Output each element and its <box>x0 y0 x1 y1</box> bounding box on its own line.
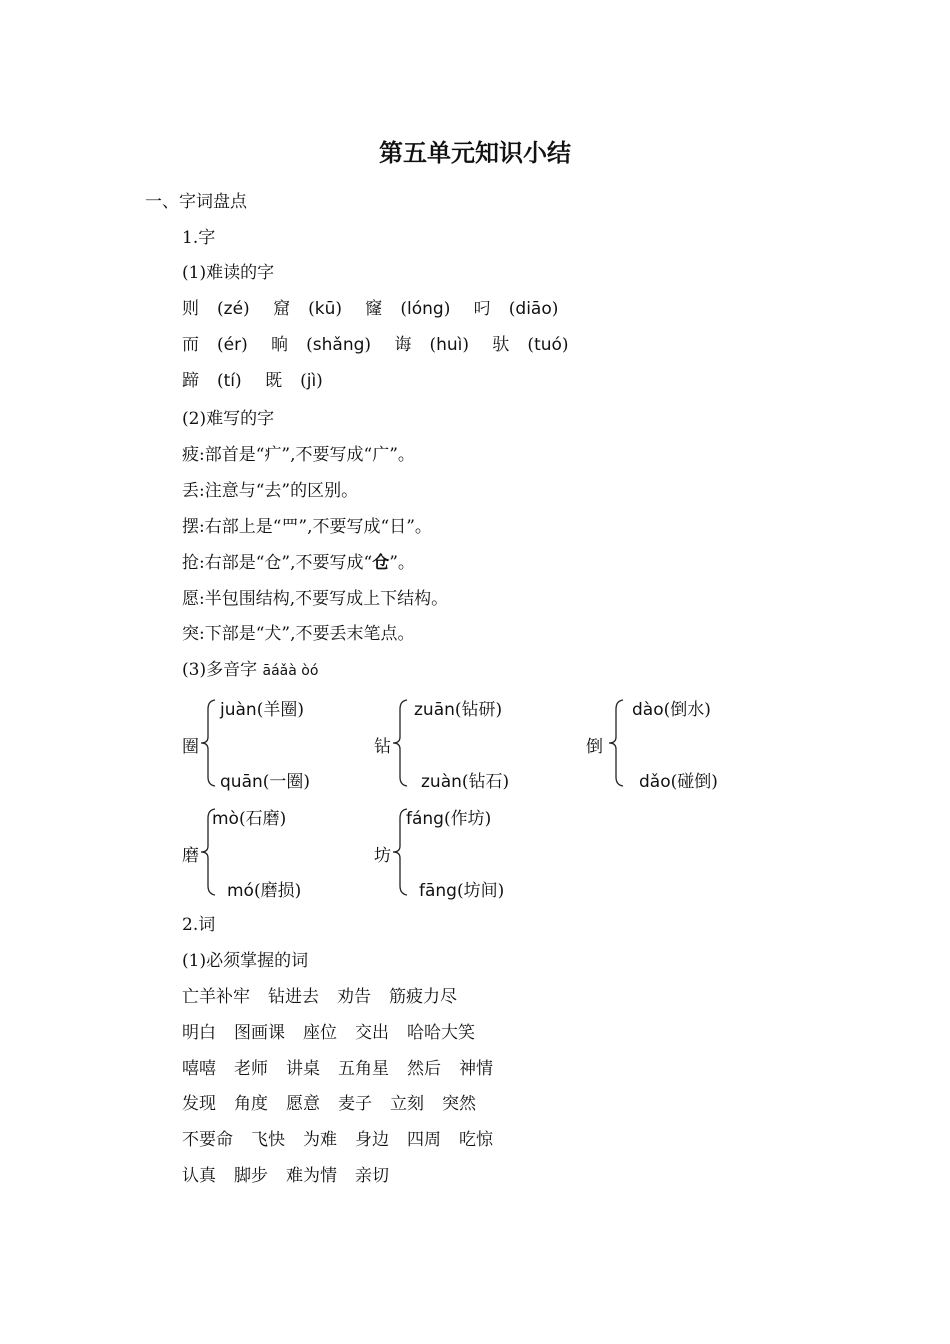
word: 立刻 <box>390 1094 424 1114</box>
word: 钻进去 <box>268 987 319 1007</box>
word: 座位 <box>303 1023 337 1043</box>
word: 不要命 <box>182 1130 233 1150</box>
word: 然后 <box>407 1059 441 1079</box>
polyphone-char: 坊 <box>374 846 391 866</box>
subheading-hard-to-read: (1)难读的字 <box>182 263 275 283</box>
polyphone-group <box>374 804 574 899</box>
subheading-characters: 1.字 <box>182 228 216 248</box>
char-pinyin-item: 既 (jì) <box>265 371 323 391</box>
word: 亡羊补牢 <box>182 987 250 1007</box>
hard-write-note: 丢:注意与“去”的区别。 <box>182 481 359 501</box>
word: 愿意 <box>286 1094 320 1114</box>
word: 图画课 <box>234 1023 285 1043</box>
word-row <box>182 1022 475 1044</box>
word: 神情 <box>459 1059 493 1079</box>
reading-top: mò(石磨) <box>212 809 287 829</box>
hard-write-note: 摆:右部上是“罒”,不要写成“日”。 <box>182 517 432 537</box>
word-row <box>182 1165 389 1187</box>
word: 亲切 <box>355 1166 389 1186</box>
char-pinyin-item: 晌 (shǎng) <box>271 335 372 355</box>
word-row <box>182 986 457 1008</box>
word: 四周 <box>407 1130 441 1150</box>
polyphone-group <box>586 695 786 790</box>
subheading-hard-to-write: (2)难写的字 <box>182 409 275 429</box>
char-pinyin-item: 窿 (lóng) <box>365 299 451 319</box>
word: 发现 <box>182 1094 216 1114</box>
word: 哈哈大笑 <box>407 1023 475 1043</box>
subheading-words: 2.词 <box>182 915 216 935</box>
hard-read-row <box>182 298 558 320</box>
word: 劝告 <box>337 987 371 1007</box>
wrong-char: 仓 <box>372 553 390 573</box>
hard-write-note: 疲:部首是“疒”,不要写成“广”。 <box>182 445 415 465</box>
word: 吃惊 <box>459 1130 493 1150</box>
reading-bottom: quān(一圈) <box>220 772 311 792</box>
polyphone-char: 圈 <box>182 737 199 757</box>
reading-top: juàn(羊圈) <box>220 700 304 720</box>
hard-read-row <box>182 370 323 392</box>
char-pinyin-item: 窟 (kū) <box>273 299 342 319</box>
reading-top: zuān(钻研) <box>414 700 503 720</box>
section-heading: 一、字词盘点 <box>145 192 247 212</box>
hard-write-note: 愿:半包围结构,不要写成上下结构。 <box>182 589 449 609</box>
word-row <box>182 1058 493 1080</box>
word: 五角星 <box>338 1059 389 1079</box>
polyphone-group <box>374 695 574 790</box>
word: 突然 <box>442 1094 476 1114</box>
brace-icon <box>608 699 624 787</box>
page-title: 第五单元知识小结 <box>379 138 571 167</box>
hard-read-row <box>182 334 569 356</box>
polyphone-char: 钻 <box>374 737 391 757</box>
word: 筋疲力尽 <box>389 987 457 1007</box>
subheading-must-master: (1)必须掌握的词 <box>182 951 309 971</box>
word-row <box>182 1093 476 1115</box>
polyphone-group <box>182 695 382 790</box>
reading-bottom: fāng(坊间) <box>419 881 505 901</box>
polyphone-char: 磨 <box>182 846 199 866</box>
reading-bottom: zuàn(钻石) <box>421 772 510 792</box>
char-pinyin-item: 叼 (diāo) <box>473 299 559 319</box>
word: 飞快 <box>251 1130 285 1150</box>
word: 脚步 <box>234 1166 268 1186</box>
reading-bottom: mó(磨损) <box>227 881 302 901</box>
word: 麦子 <box>338 1094 372 1114</box>
polyphone-group <box>182 804 382 899</box>
word: 难为情 <box>286 1166 337 1186</box>
hard-write-note: 抢:右部是“仓”,不要写成“仓”。 <box>182 553 415 573</box>
reading-top: fáng(作坊) <box>406 809 492 829</box>
word: 嘻嘻 <box>182 1059 216 1079</box>
brace-icon <box>392 699 408 787</box>
polyphone-char: 倒 <box>586 737 603 757</box>
word: 角度 <box>234 1094 268 1114</box>
word: 为难 <box>303 1130 337 1150</box>
word: 老师 <box>234 1059 268 1079</box>
char-pinyin-item: 蹄 (tí) <box>182 371 242 391</box>
word: 交出 <box>355 1023 389 1043</box>
char-pinyin-item: 驮 (tuó) <box>492 335 569 355</box>
hard-write-note: 突:下部是“犬”,不要丢末笔点。 <box>182 624 415 644</box>
word: 讲桌 <box>286 1059 320 1079</box>
word-row <box>182 1129 493 1151</box>
char-pinyin-item: 而 (ér) <box>182 335 248 355</box>
char-pinyin-item: 诲 (huì) <box>394 335 470 355</box>
brace-icon <box>200 699 216 787</box>
subheading-polyphones: (3)多音字 āáǎà òó <box>182 660 319 680</box>
word: 明白 <box>182 1023 216 1043</box>
word: 认真 <box>182 1166 216 1186</box>
word: 身边 <box>355 1130 389 1150</box>
reading-bottom: dǎo(碰倒) <box>639 772 718 792</box>
char-pinyin-item: 则 (zé) <box>182 299 250 319</box>
reading-top: dào(倒水) <box>632 700 711 720</box>
